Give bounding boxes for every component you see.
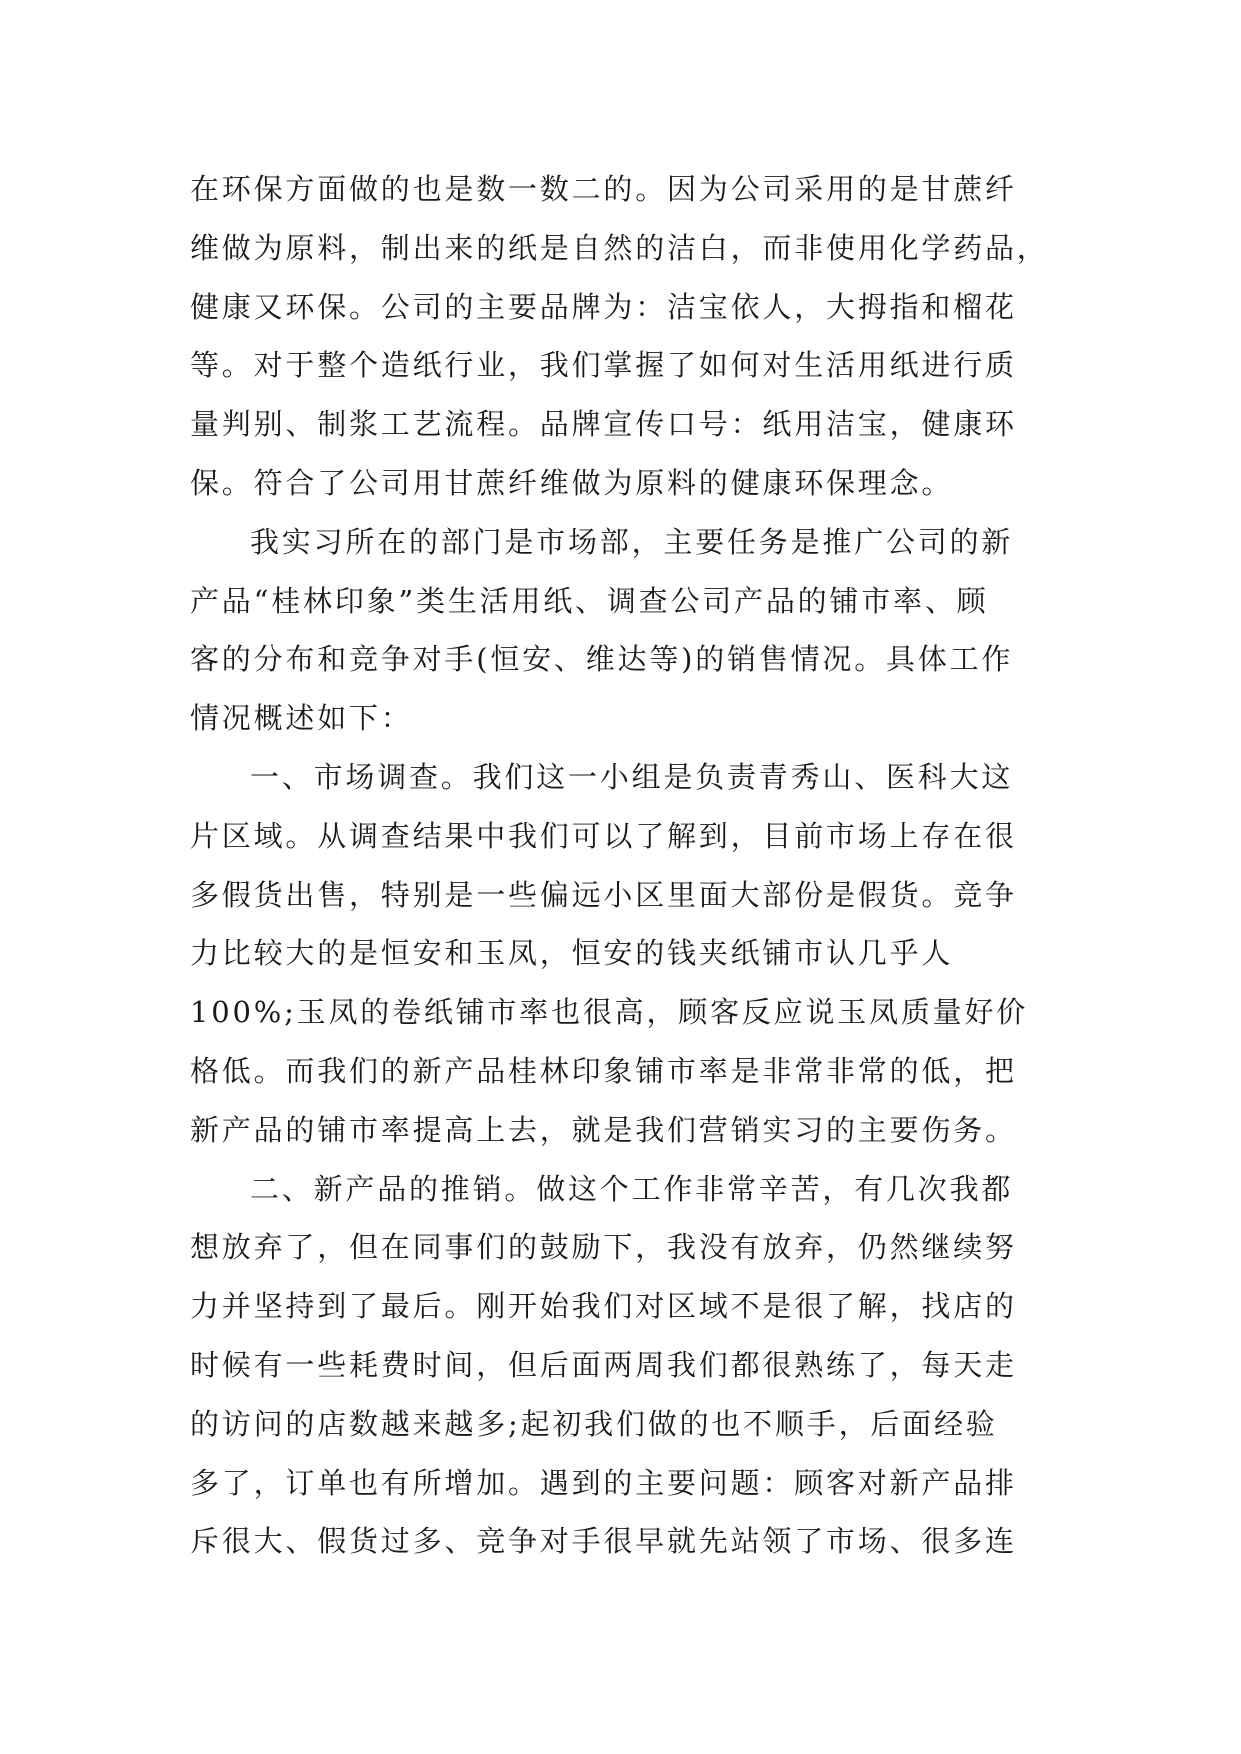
text-line: 一、市场调查。我们这一小组是负责青秀山、医科大这	[250, 759, 1014, 794]
text-line: 等。对于整个造纸行业，我们掌握了如何对生活用纸进行质	[190, 348, 1017, 383]
body-text	[190, 160, 1070, 1571]
text-line: 多假货出售，特别是一些偏远小区里面大部份是假货。竞争	[190, 877, 1017, 912]
text-line: 力比较大的是恒安和玉凤，恒安的钱夹纸铺市认几乎人	[190, 936, 954, 971]
text-line: 维做为原料，制出来的纸是自然的洁白，而非使用化学药品，	[190, 230, 1049, 265]
text-line: 100%;玉凤的卷纸铺市率也很高，顾客反应说玉凤质量好价	[190, 995, 1029, 1030]
text-line: 健康又环保。公司的主要品牌为：洁宝依人，大拇指和榴花	[190, 289, 1017, 324]
text-line: 多了，订单也有所增加。遇到的主要问题：顾客对新产品排	[190, 1465, 1017, 1500]
text-line: 二、新产品的推销。做这个工作非常辛苦，有几次我都	[250, 1171, 1014, 1206]
text-line: 保。符合了公司用甘蔗纤维做为原料的健康环保理念。	[190, 465, 954, 500]
text-line: 想放弃了，但在同事们的鼓励下，我没有放弃，仍然继续努	[190, 1230, 1017, 1265]
text-line: 的访问的店数越来越多;起初我们做的也不顺手，后面经验	[190, 1406, 998, 1441]
text-line: 力并坚持到了最后。刚开始我们对区域不是很了解，找店的	[190, 1289, 1017, 1324]
text-line: 格低。而我们的新产品桂林印象铺市率是非常非常的低，把	[190, 1053, 1017, 1088]
text-line: 情况概述如下：	[190, 701, 413, 736]
text-line: 我实习所在的部门是市场部，主要任务是推广公司的新	[250, 524, 1014, 559]
text-line: 在环保方面做的也是数一数二的。因为公司采用的是甘蔗纤	[190, 172, 1017, 206]
text-line: 斥很大、假货过多、竞争对手很早就先站领了市场、很多连	[190, 1524, 1017, 1559]
text-line: 量判别、制浆工艺流程。品牌宣传口号：纸用洁宝，健康环	[190, 407, 1017, 442]
text-line: 产品“桂林印象”类生活用纸、调查公司产品的铺市率、顾	[190, 583, 989, 618]
text-line: 时候有一些耗费时间，但后面两周我们都很熟练了，每天走	[190, 1347, 1017, 1382]
text-line: 新产品的铺市率提高上去，就是我们营销实习的主要伤务。	[190, 1112, 1017, 1147]
text-line: 客的分布和竞争对手(恒安、维达等)的销售情况。具体工作	[190, 642, 1014, 677]
text-line: 片区域。从调查结果中我们可以了解到，目前市场上存在很	[190, 818, 1017, 853]
